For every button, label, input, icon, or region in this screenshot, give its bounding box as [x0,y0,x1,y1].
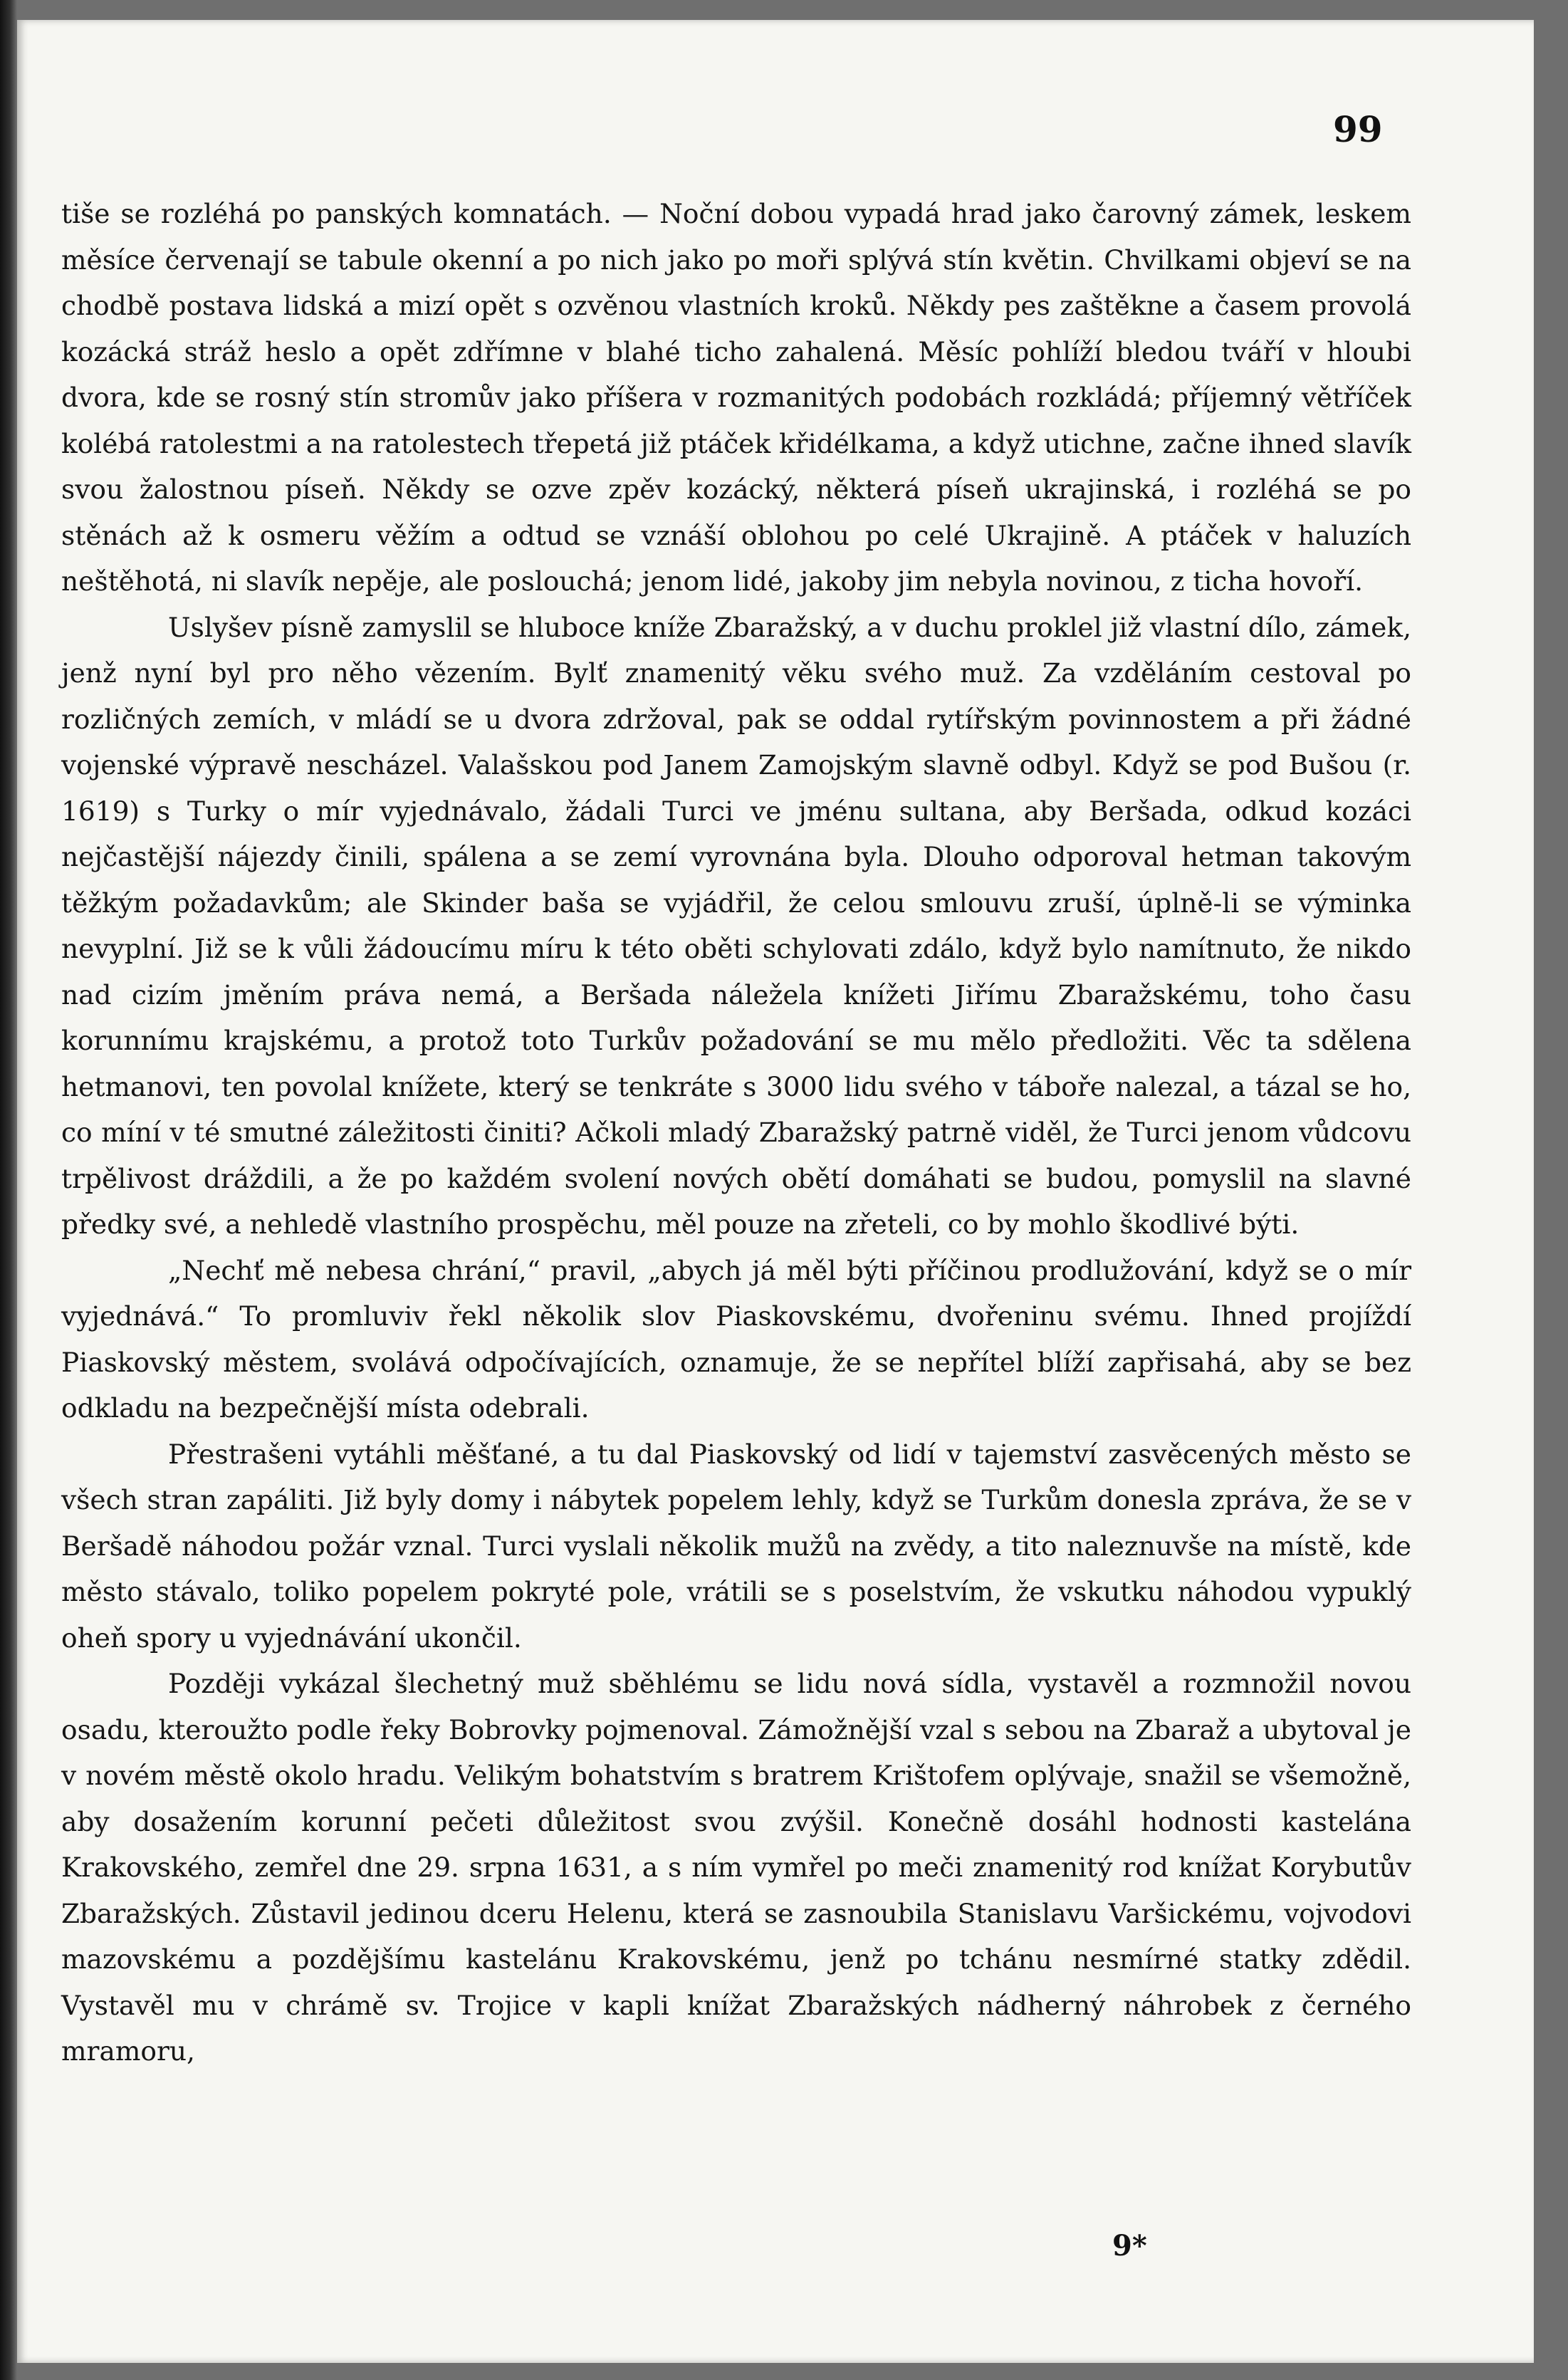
paragraph-3: „Nechť mě nebesa chrání,“ pravil, „abych já měl býti příčinou prodlužování, když se o mír vyjednává.“ To promluviv řekl několik slov Piaskovskému, dvořeninu svému. Ihned projíždí Piaskovský městem, svolává odpočívajících, oznamuje, že se nepřítel blíží zapřisahá, aby se bez odkladu na bezpečnější místa odebrali. [61,1254,1411,1424]
signature-mark: 9* [1112,2229,1147,2262]
paragraph-1: tiše se rozléhá po panských komnatách. — Noční dobou vypadá hrad jako čarovný zámek, leskem měsíce červenají se tabule okenní a po nich jako po moři splývá stín květin. Chvilkami objeví se na chodbě postava lidská a mizí opět s ozvěnou vlastních kroků. Někdy pes zaštěkne a časem provolá kozácká stráž heslo a opět zdřímne v blahé ticho zahalená. Měsíc pohlíží bledou tváří v hloubi dvora, kde se rosný stín stromův jako příšera v rozmanitých podobách rozkládá; příjemný větříček kolébá ratolestmi a na ratolestech třepetá již ptáček křidélkama, a když utichne, začne ihned slavík svou žalostnou píseň. Někdy se ozve zpěv kozácký, některá píseň ukrajinská, i rozléhá se po stěnách až k osmeru věžím a odtud se vznáší oblohou po celé Ukrajině. A ptáček v haluzích neštěhotá, ni slavík nepěje, ale poslouchá; jenom lidé, jakoby jim nebyla novinou, z ticha hovoří. [61,198,1411,597]
binding-edge [0,0,17,2380]
body-text [61,191,1411,2074]
page-number: 99 [1333,108,1383,150]
paragraph-5: Později vykázal šlechetný muž sběhlému se lidu nová sídla, vystavěl a rozmnožil novou osadu, kteroužto podle řeky Bobrovky pojmenoval. Zámožnější vzal s sebou na Zbaraž a ubytoval je v novém městě okolo hradu. Velikým bohatstvím s bratrem Krištofem oplývaje, snažil se všemožně, aby dosažením korunní pečeti důležitost svou zvýšil. Konečně dosáhl hodnosti kastelána Krakovského, zemřel dne 29. srpna 1631, a s ním vymřel po meči znamenitý rod knížat Korybutův Zbaražských. Zůstavil jedinou dceru Helenu, která se zasnoubila Stanislavu Varšickému, vojvodovi mazovskému a pozdějšímu kastelánu Krakovskému, jenž po tchánu nesmírné statky zdědil. Vystavěl mu v chrámě sv. Trojice v kapli knížat Zbaražských nádherný náhrobek z černého mramoru, [61,1668,1411,2067]
paragraph-2: Uslyšev písně zamyslil se hluboce kníže Zbaražský, a v duchu proklel již vlastní dílo, zámek, jenž nyní byl pro něho vězením. Bylť znamenitý věku svého muž. Za vzděláním cestoval po rozličných zemích, v mládí se u dvora zdržoval, pak se oddal rytířským povinnostem a při žádné vojenské výpravě nescházel. Valašskou pod Janem Zamojským slavně odbyl. Když se pod Bušou (r. 1619) s Turky o mír vyjednávalo, žádali Turci ve jménu sultana, aby Beršada, odkud kozáci nejčastější nájezdy činili, spálena a se zemí vyrovnána byla. Dlouho odporoval hetman takovým těžkým požadavkům; ale Skinder baša se vyjádřil, že celou smlouvu zruší, úplně-li se výminka nevyplní. Již se k vůli žádoucímu míru k této oběti schylovati zdálo, když bylo namítnuto, že nikdo nad cizím jměním práva nemá, a Beršada náležela knížeti Jiřímu Zbaražskému, toho času korunnímu krajskému, a protož toto Turkův požadování se mu mělo předložiti. Věc ta sdělena hetmanovi, ten povolal knížete, který se tenkráte s 3000 lidu svého v táboře nalezal, a tázal se ho, co míní v té smutné záležitosti činiti? Ačkoli mladý Zbaražský patrně viděl, že Turci jenom vůdcovu trpělivost dráždili, a že po každém svolení nových obětí domáhati se budou, pomyslil na slavné předky své, a nehledě vlastního prospěchu, měl pouze na zřeteli, co by mohlo škodlivé býti. [61,611,1411,1240]
paragraph-4: Přestrašeni vytáhli měšťané, a tu dal Piaskovský od lidí v tajemství zasvěcených město se všech stran zapáliti. Již byly domy i nábytek popelem lehly, když se Turkům donesla zpráva, že se v Beršadě náhodou požár vznal. Turci vyslali několik mužů na zvědy, a tito naleznuvše na místě, kde město stávalo, toliko popelem pokryté pole, vrátili se s poselstvím, že vskutku náhodou vypuklý oheň spory u vyjednávání ukončil. [61,1438,1411,1654]
